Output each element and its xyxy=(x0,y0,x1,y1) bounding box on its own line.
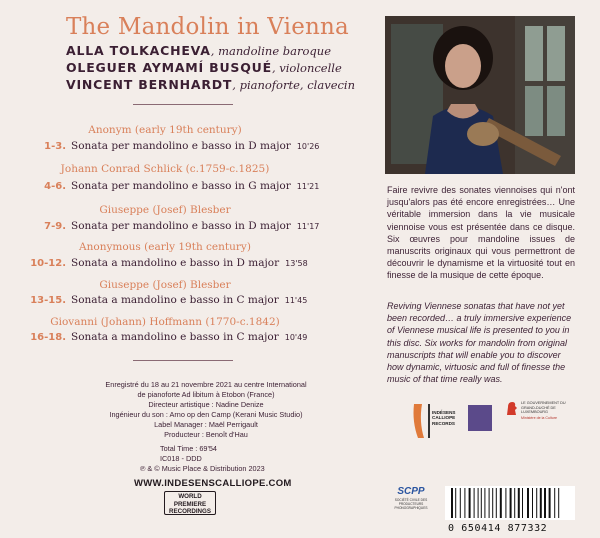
barcode-bar xyxy=(451,488,453,518)
work-title: Sonata per mandolino e basso in G major xyxy=(71,180,291,192)
world-premiere-logo-word: RECORDINGS xyxy=(169,508,211,516)
work-title: Sonata a mandolino e basso in C major xyxy=(71,294,279,306)
divider-bottom xyxy=(133,360,233,361)
artist-photo-image xyxy=(385,16,575,174)
barcode-bar xyxy=(532,488,533,518)
credit-line: Enregistré du 18 au 21 novembre 2021 au centre International xyxy=(105,380,307,389)
performer-1 xyxy=(66,43,331,58)
work-title: Sonata a mandolino e basso in C major xyxy=(71,331,279,343)
work-duration: 13'58 xyxy=(285,259,308,268)
barcode-bar xyxy=(460,488,461,518)
barcode-bar xyxy=(514,488,515,518)
world-premiere-logo xyxy=(164,491,216,515)
world-premiere-logo-text xyxy=(165,493,215,516)
performer-role: , pianoforte, clavecin xyxy=(232,78,356,92)
work-5 xyxy=(28,294,307,306)
credit-line: Label Manager : Maël Perrigault xyxy=(154,420,258,429)
website-link[interactable]: WWW.INDESENSCALLIOPE.COM xyxy=(134,478,292,489)
barcode-bar xyxy=(500,488,502,518)
catalog-number: IC018 - DDD xyxy=(160,454,202,463)
credit-line: de pianoforte Ad libitum à Etobon (France) xyxy=(137,390,275,399)
barcode-bar xyxy=(464,488,465,518)
composer-5: Giuseppe (Josef) Blesber xyxy=(99,279,231,291)
track-numbers: 13-15. xyxy=(30,295,66,306)
luxembourg-logo-text: LE GOUVERNEMENT DU GRAND-DUCHÉ DE LUXEMBOURG xyxy=(521,401,566,415)
credit-line: Ingénieur du son : Arno op den Camp (Kerani Music Studio) xyxy=(109,410,303,419)
world-premiere-logo-word: WORLD xyxy=(178,493,202,500)
track-numbers: 4-6. xyxy=(44,181,66,192)
composer-6: Giovanni (Johann) Hoffmann (1770-c.1842) xyxy=(50,316,280,328)
barcode xyxy=(445,486,575,520)
copyright: ℗ & © Music Place & Distribution 2023 xyxy=(140,464,265,473)
barcode-bar xyxy=(536,488,537,518)
performer-3 xyxy=(66,77,355,92)
performer-name: OLEGUER AYMAMÍ BUSQUÉ xyxy=(66,60,272,75)
barcode-bar xyxy=(518,488,520,518)
work-2 xyxy=(28,180,319,192)
description-french: Faire revivre des sonates viennoises qui n'ont jusqu'alors pas été encore enregistrées… Une véritable immersion dans la vie musicale viennoise vous est présentée dans ce disque. Six œuvres pour mandoline issues de manuscrits originaux qui vous permettront de découvrir le dynamisme et la virtuosité tout en finesse de la musique de cette époque. xyxy=(387,185,575,281)
composer-1: Anonym (early 19th century) xyxy=(88,124,242,136)
barcode-bar xyxy=(558,488,559,518)
indesens-logo xyxy=(410,398,456,446)
barcode-bar xyxy=(527,488,529,518)
divider-top xyxy=(133,104,233,105)
barcode-bar xyxy=(492,488,493,518)
barcode-bar xyxy=(505,488,506,518)
barcode-bar xyxy=(474,488,475,518)
track-numbers: 7-9. xyxy=(44,221,66,232)
work-4 xyxy=(28,257,308,269)
track-numbers: 10-12. xyxy=(30,258,66,269)
barcode-bar xyxy=(510,488,512,518)
track-numbers: 1-3. xyxy=(44,141,66,152)
composer-2: Johann Conrad Schlick (c.1759-c.1825) xyxy=(60,163,270,175)
barcode-bar xyxy=(489,488,490,518)
recording-credits xyxy=(76,380,336,440)
barcode-bar xyxy=(496,488,497,518)
performer-role: , violoncelle xyxy=(271,61,342,75)
performer-name: ALLA TOLKACHEVA xyxy=(66,43,211,58)
work-6 xyxy=(28,331,307,343)
barcode-bar xyxy=(455,488,456,518)
work-title: Sonata a mandolino e basso in D major xyxy=(71,257,280,269)
barcode-bar xyxy=(469,488,471,518)
lion-icon xyxy=(505,400,519,416)
credit-line: Directeur artistique : Nadine Denize xyxy=(148,400,264,409)
composer-4: Anonymous (early 19th century) xyxy=(79,241,251,253)
scpp-logo-subtext: SOCIÉTÉ CIVILE DES PRODUCTEURS PHONOGRAPHIQUES xyxy=(394,498,428,510)
indesens-logo-text: INDÉSENS CALLIOPE RECORDS xyxy=(432,410,456,426)
barcode-bar xyxy=(549,488,551,518)
performer-2 xyxy=(66,60,342,75)
partner-logo xyxy=(468,405,492,431)
work-3 xyxy=(28,220,319,232)
work-duration: 11'45 xyxy=(284,296,308,305)
performer-role: , mandoline baroque xyxy=(210,44,331,58)
barcode-bar xyxy=(481,488,482,518)
album-title: The Mandolin in Vienna xyxy=(66,14,349,40)
track-numbers: 16-18. xyxy=(30,332,66,343)
work-title: Sonata per mandolino e basso in D major xyxy=(71,220,291,232)
performer-name: VINCENT BERNHARDT xyxy=(66,77,233,92)
barcode-bar xyxy=(484,488,485,518)
work-duration: 10'49 xyxy=(284,333,308,342)
barcode-bar xyxy=(544,488,546,518)
world-premiere-logo-word: PREMIERE xyxy=(173,500,207,508)
composer-3: Giuseppe (Josef) Blesber xyxy=(99,204,231,216)
barcode-bar xyxy=(522,488,523,518)
scpp-logo xyxy=(386,486,436,510)
scpp-logo-text: SCPP xyxy=(397,486,425,497)
barcode-bar xyxy=(540,488,542,518)
barcode-bar xyxy=(478,488,479,518)
artist-photo xyxy=(385,16,575,174)
credit-line: Producteur : Benoît d'Hau xyxy=(164,430,248,439)
work-1 xyxy=(28,140,319,152)
work-duration: 11'21 xyxy=(296,182,320,191)
description-english: Reviving Viennese sonatas that have not yet been recorded… a truly immersive experience of Viennese musical life is presented to you in this disc. Six works for mandolin from original manuscripts that will enable you to discover how dynamic, virtuosic and full of finesse the music of that time really was. xyxy=(387,301,572,385)
barcode-bar xyxy=(554,488,555,518)
work-duration: 11'17 xyxy=(296,222,320,231)
work-title: Sonata per mandolino e basso in D major xyxy=(71,140,291,152)
work-duration: 10'26 xyxy=(296,142,320,151)
barcode-number: 0 650414 877332 xyxy=(448,523,548,534)
total-time: Total Time : 69'54 xyxy=(160,444,217,453)
luxembourg-logo-subtext: Ministère de la Culture xyxy=(521,416,557,420)
